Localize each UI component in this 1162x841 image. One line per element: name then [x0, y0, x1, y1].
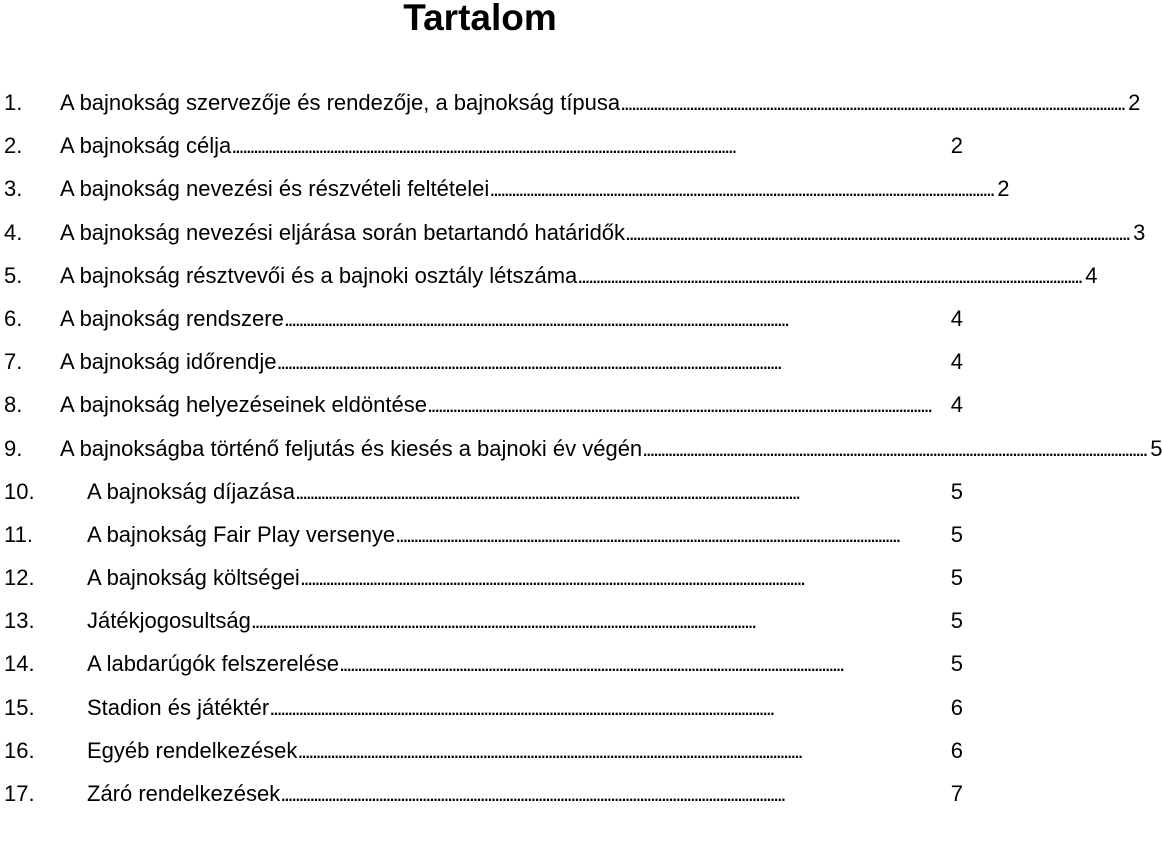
toc-entry-number: 7. — [4, 349, 23, 375]
toc-entry-title: A bajnokság költségei — [87, 565, 300, 591]
toc-dot-leader — [269, 686, 945, 729]
toc-entry-page: 5 — [950, 608, 963, 634]
toc-entry[interactable] — [4, 81, 1141, 124]
toc-entry-number: 16. — [4, 737, 35, 763]
toc-entry[interactable] — [4, 383, 963, 426]
toc-entry[interactable] — [4, 124, 963, 167]
toc-dot-leader — [620, 81, 1122, 124]
toc-dot-leader — [280, 772, 945, 815]
toc-entry-page: 4 — [950, 305, 963, 331]
toc-dot-leader — [577, 254, 1079, 297]
toc-entry-page: 4 — [950, 349, 963, 375]
toc-entry-title: A bajnokság nevezési és részvételi feltételei — [60, 176, 490, 202]
toc-entry-title: A bajnokság időrendje — [60, 349, 277, 375]
toc-dot-leader — [395, 513, 945, 556]
toc-entry-title: A bajnokság díjazása — [87, 478, 295, 504]
toc-entry[interactable] — [4, 642, 963, 685]
toc-entry[interactable] — [4, 211, 1146, 254]
toc-entry-number: 15. — [4, 694, 35, 720]
toc-entry-page: 5 — [1150, 435, 1162, 461]
toc-entry[interactable] — [4, 729, 963, 772]
toc-dot-leader — [284, 297, 945, 340]
toc-entry-number: 6. — [4, 305, 23, 331]
toc-entry-number: 11. — [4, 521, 33, 547]
toc-entry-title: A labdarúgók felszerelése — [87, 651, 339, 677]
toc-entry-title: Stadion és játéktér — [87, 694, 270, 720]
toc-entry-title: Záró rendelkezések — [87, 781, 281, 806]
toc-entry-page: 7 — [950, 781, 963, 806]
toc-entry-number: 8. — [4, 392, 23, 418]
toc-dot-leader — [295, 470, 945, 513]
toc-entry[interactable] — [4, 254, 1098, 297]
toc-dot-leader — [625, 211, 1127, 254]
toc-entry-title: A bajnokság résztvevői és a bajnoki osztály létszáma — [60, 262, 578, 288]
toc-dot-leader — [277, 340, 945, 383]
toc-entry-number: 5. — [4, 262, 23, 288]
toc-entry-page: 2 — [997, 176, 1010, 202]
toc-entry-number: 4. — [4, 219, 23, 245]
table-of-contents — [4, 81, 1162, 815]
toc-entry-number: 17. — [4, 781, 35, 806]
toc-entry-page: 5 — [950, 565, 963, 591]
toc-entry[interactable] — [4, 513, 963, 556]
toc-entry-title: Játékjogosultság — [87, 608, 251, 634]
toc-dot-leader — [231, 124, 945, 167]
toc-entry-page: 4 — [950, 392, 963, 418]
toc-entry-title: A bajnokság rendszere — [60, 305, 284, 331]
toc-entry-page: 6 — [950, 694, 963, 720]
toc-entry-title: A bajnokságba történő feljutás és kiesés a bajnoki év végén — [60, 435, 643, 461]
toc-dot-leader — [339, 642, 945, 685]
toc-entry[interactable] — [4, 167, 1010, 210]
toc-entry-title: A bajnokság helyezéseinek eldöntése — [60, 392, 427, 418]
toc-entry-page: 2 — [950, 133, 963, 159]
toc-entry-number: 1. — [4, 90, 23, 115]
toc-entry-number: 2. — [4, 133, 23, 159]
toc-entry-page: 5 — [950, 521, 963, 547]
toc-entry-title: A bajnokság célja — [60, 133, 232, 159]
toc-dot-leader — [300, 556, 945, 599]
toc-entry-page: 2 — [1128, 90, 1141, 115]
toc-entry-number: 13. — [4, 608, 35, 634]
toc-entry[interactable] — [4, 427, 1162, 470]
toc-dot-leader — [251, 599, 945, 642]
toc-entry-page: 6 — [950, 737, 963, 763]
toc-entry[interactable] — [4, 772, 963, 815]
toc-entry-page: 4 — [1085, 262, 1098, 288]
toc-entry-page: 5 — [950, 478, 963, 504]
toc-entry-page: 5 — [950, 651, 963, 677]
toc-dot-leader — [489, 167, 991, 210]
toc-entry-page: 3 — [1133, 219, 1146, 245]
toc-entry[interactable] — [4, 599, 963, 642]
toc-entry-number: 9. — [4, 435, 23, 461]
toc-dot-leader — [427, 383, 945, 426]
toc-dot-leader — [297, 729, 944, 772]
page-title: Tartalom — [403, 0, 557, 38]
toc-entry-title: A bajnokság szervezője és rendezője, a bajnokság típusa — [60, 90, 621, 115]
toc-entry[interactable] — [4, 556, 963, 599]
toc-entry-title: A bajnokság Fair Play versenye — [87, 521, 396, 547]
toc-entry[interactable] — [4, 340, 963, 383]
toc-entry[interactable] — [4, 470, 963, 513]
toc-entry-number: 10. — [4, 478, 35, 504]
toc-entry-title: Egyéb rendelkezések — [87, 737, 298, 763]
toc-entry[interactable] — [4, 686, 963, 729]
toc-entry-number: 12. — [4, 565, 35, 591]
toc-entry-number: 3. — [4, 176, 23, 202]
toc-entry-title: A bajnokság nevezési eljárása során betartandó határidők — [60, 219, 626, 245]
toc-dot-leader — [642, 427, 1144, 470]
toc-entry[interactable] — [4, 297, 963, 340]
toc-entry-number: 14. — [4, 651, 35, 677]
